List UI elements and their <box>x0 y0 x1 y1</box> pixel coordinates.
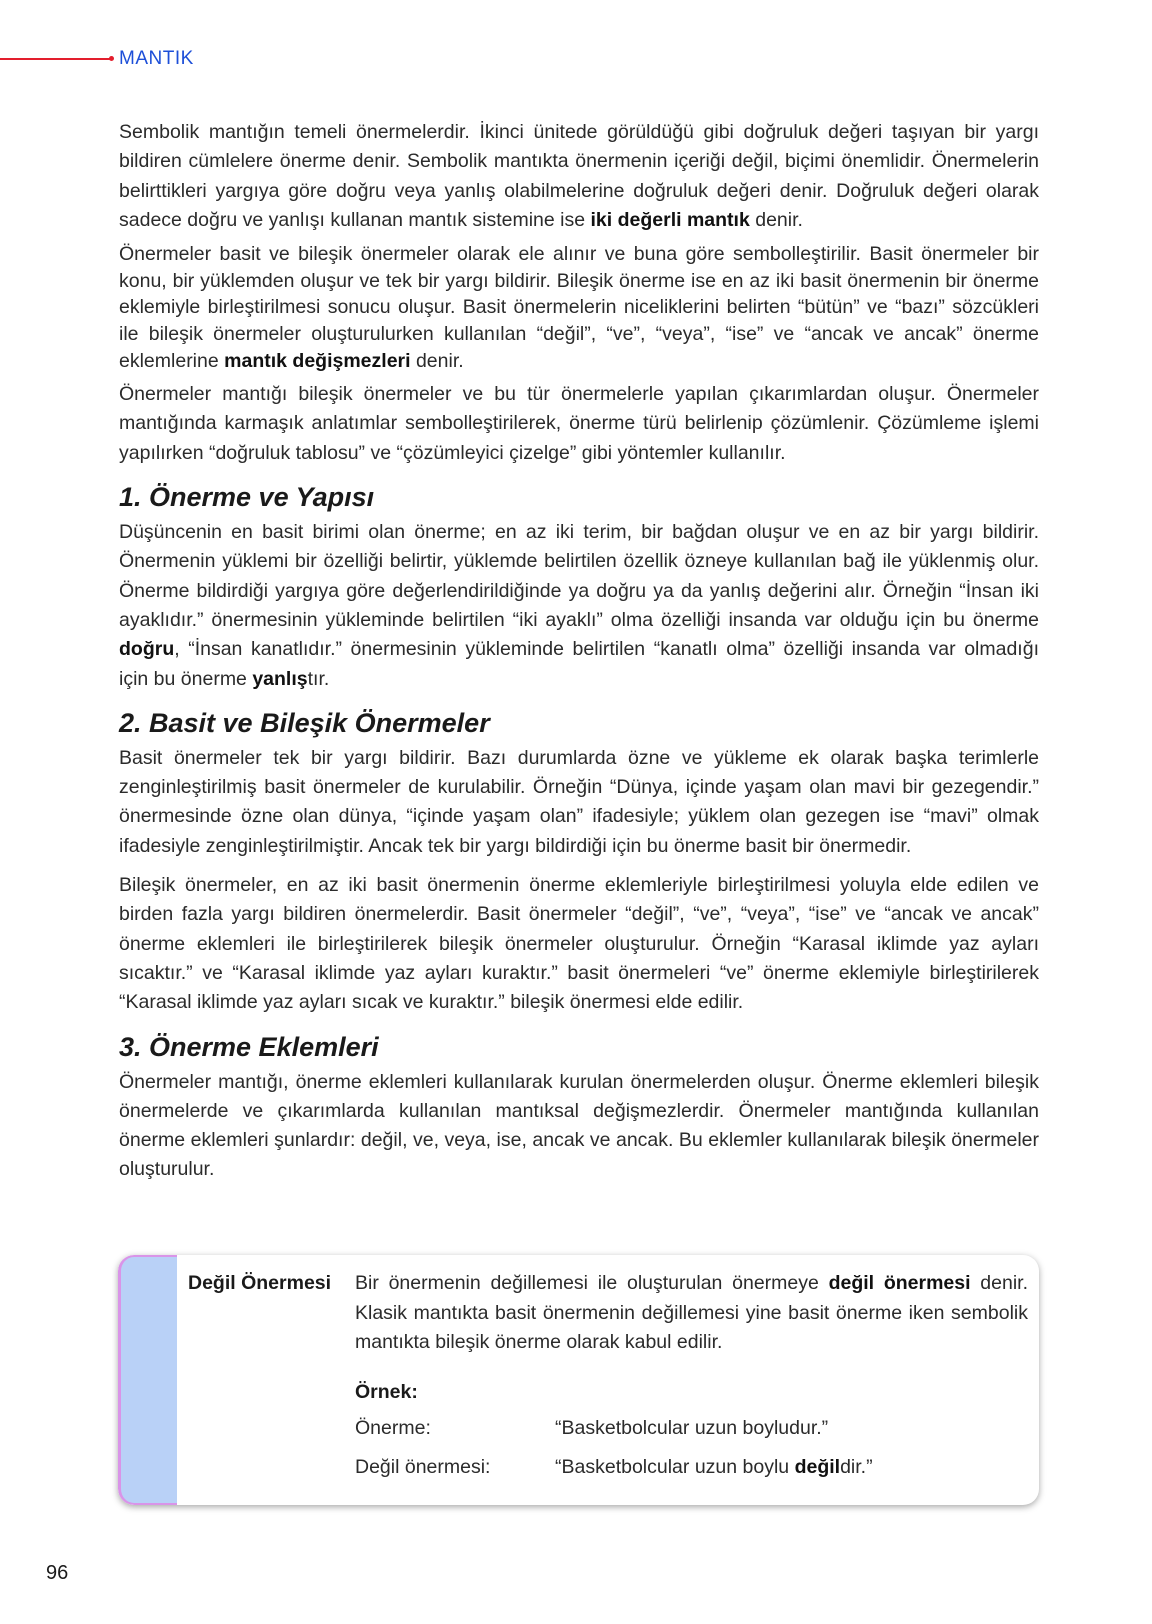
header-title: MANTIK <box>119 48 194 69</box>
example-title: Örnek: <box>355 1381 418 1403</box>
intro-paragraph-3: Önermeler mantığı bileşik önermeler ve bu tür önermelerle yapılan çıkarımlardan oluşur. Önermeler mantığında karmaşık anlatımlar sembolleştirilerek, önerme türü belirlenip çözümlenir. Çözümleme işlemi yapılırken “doğruluk tablosu” ve “çözümleyici çizelge” gibi yöntemler kullanılır. <box>119 383 1039 464</box>
section-3-paragraph: Önermeler mantığı, önerme eklemleri kullanılarak kurulan önermelerden oluşur. Önerme eklemleri bileşik önermelerde ve çıkarımlarda kullanılan mantıksal değişmezlerdir. Önermeler mantığında kullanılan önerme eklemleri şunlardır: değil, ve, veya, ise, ancak ve ancak. Bu eklemler kullanılarak bileşik önermeler oluşturulur. <box>119 1070 1039 1181</box>
example-label-proposition: Önerme: <box>355 1417 431 1439</box>
section-2-paragraph-2: Bileşik önermeler, en az iki basit önermenin önerme eklemleriyle birleştirilmesi yoluyla elde edilen ve birden fazla yargı bildiren önermelerdir. Basit önermeler “değil”, “ve”, “veya”, “ise” ve “ancak ve ancak” önerme eklemleri ile birleştirilerek bileşik önermeler oluşturulur. Örneğin “Karasal iklimde yaz ayları sıcaktır.” ve “Karasal iklimde yaz ayları kuraktır.” basit önermeleri “ve” önerme eklemiyle birleştirilerek “Karasal iklimde yaz ayları sıcak ve kuraktır.” bileşik önermesi elde edilir. <box>119 874 1039 1014</box>
page-number: 96 <box>46 1562 69 1584</box>
definition-text: Bir önermenin değillemesi ile oluşturulan önermeye değil önermesi denir. Klasik mantıkta basit önermenin değillemesi yine basit önerme iken sembolik mantıkta bileşik önerme olarak kabul edilir. <box>355 1272 1028 1353</box>
header-rule <box>0 58 112 60</box>
section-3-heading: 3. Önerme Eklemleri <box>119 1031 379 1062</box>
example-label-negation: Değil önermesi: <box>355 1456 491 1478</box>
definition-box-accent <box>118 1255 177 1505</box>
main-content <box>119 118 1039 1185</box>
example-value-proposition: “Basketbolcular uzun boyludur.” <box>555 1417 829 1439</box>
page-header <box>0 48 300 78</box>
intro-paragraph-2: Önermeler basit ve bileşik önermeler olarak ele alınır ve buna göre sembolleştirilir. Basit önermeler bir konu, bir yüklemden oluşur ve tek bir yargı bildirir. Bileşik önerme ise en az iki basit önermenin bir önerme eklemiyle birleştirilmesi sonucu oluşur. Basit önermelerin niceliklerini belirten “bütün” ve “bazı” sözcükleri ile bileşik önermeler oluşturulurken kullanılan “değil”, “ve”, “veya”, “ise” ve “ancak ve ancak” önerme eklemlerine mantık değişmezleri denir. <box>119 243 1039 372</box>
example-row-negation <box>355 1456 1028 1484</box>
section-1-heading: 1. Önerme ve Yapısı <box>119 482 375 513</box>
example-row-proposition <box>355 1417 1028 1445</box>
definition-term: Değil Önermesi <box>188 1272 332 1294</box>
intro-paragraph-1: Sembolik mantığın temeli önermelerdir. İkinci ünitede görüldüğü gibi doğruluk değeri taşıyan bir yargı bildiren cümlelere önerme denir. Sembolik mantıkta önermenin içeriği değil, biçimi önemlidir. Önermelerin belirttikleri yargıya göre doğru veya yanlış olabilmelerine doğruluk değeri denir. Doğruluk değeri olarak sadece doğru ve yanlışı kullanan mantık sistemine ise iki değerli mantık denir. <box>119 121 1039 231</box>
section-1-paragraph: Düşüncenin en basit birimi olan önerme; en az iki terim, bir bağdan oluşur ve en az bir yargı bildirir. Önermenin yüklemi bir özelliği belirtir, yüklemde belirtilen özellik özneye kullanılan bağ ile yüklenmiş olur. Önerme bildirdiği yargıya göre değerlendirildiğinde ya doğru ya da yanlış değerini alır. Örneğin “İnsan iki ayaklıdır.” önermesinin yükleminde belirtilen “iki ayaklı” olma özelliği insanda var olduğu için bu önerme doğru, “İnsan kanatlıdır.” önermesinin yükleminde belirtilen “kanatlı olma” özelliği insanda var olmadığı için bu önerme yanlıştır. <box>119 521 1039 690</box>
section-2-heading: 2. Basit ve Bileşik Önermeler <box>119 707 490 738</box>
section-2-paragraph-1: Basit önermeler tek bir yargı bildirir. Bazı durumlarda özne ve yükleme ek olarak başka terimlerle zenginleştirilmiş basit önermeler de kurulabilir. Örneğin “Dünya, içinde yaşam olan mavi bir gezegendir.” önermesinde özne olan dünya, “içinde yaşam olan” ifadesiyle; yüklem olan gezegen ise “mavi” olmak ifadesiyle zenginleştirilmiştir. Ancak tek bir yargı bildirdiği için bu önerme basit bir önermedir. <box>119 746 1039 857</box>
definition-box <box>118 1255 1039 1505</box>
example-value-negation: “Basketbolcular uzun boylu değildir.” <box>555 1456 873 1478</box>
